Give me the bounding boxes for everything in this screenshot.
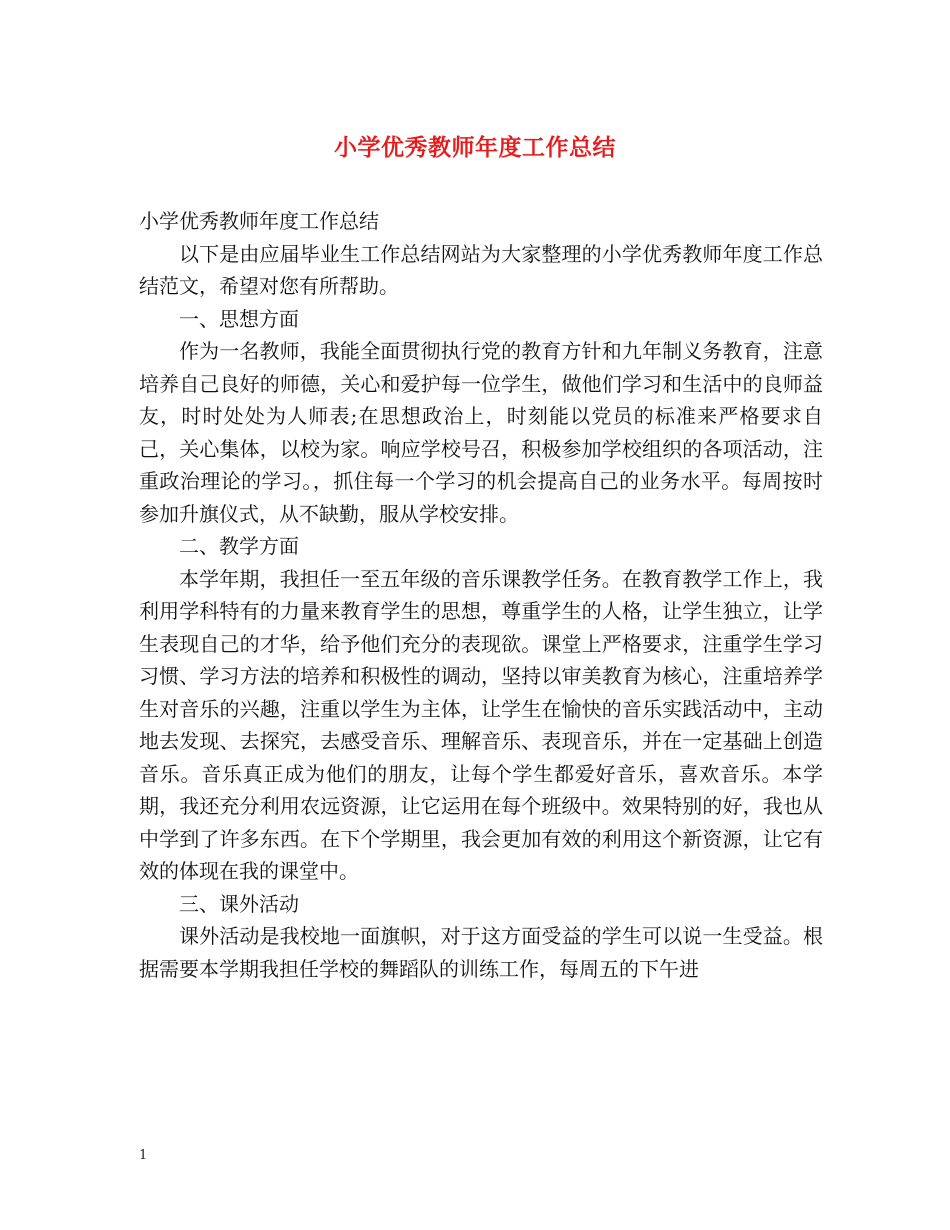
section-heading-ideology: 一、思想方面 [179,306,299,331]
section-heading-activities: 三、课外活动 [179,891,299,916]
body-paragraph-intro: 以下是由应届毕业生工作总结网站为大家整理的小学优秀教师年度工作总结范文，希望对您有所帮助。 [139,241,823,298]
body-paragraph-ideology: 作为一名教师，我能全面贯彻执行党的教育方针和九年制义务教育，注意培养自己良好的师德，关心和爱护每一位学生，做他们学习和生活中的良师益友，时时处处为人师表;在思想政治上，时刻能以党员的标准来严格要求自己，关心集体，以校为家。响应学校号召，积极参加学校组织的各项活动，注重政治理论的学习。，抓住每一个学习的机会提高自己的业务水平。每周按时参加升旗仪式，从不缺勤，服从学校安排。 [139,339,823,526]
page-number: 1 [139,1148,148,1163]
body-paragraph-teaching: 本学年期，我担任一至五年级的音乐课教学任务。在教育教学工作上，我利用学科特有的力量来教育学生的思想，尊重学生的人格，让学生独立，让学生表现自己的才华，给予他们充分的表现欲。课堂上严格要求，注重学生学习习惯、学习方法的培养和积极性的调动，坚持以审美教育为核心，注重培养学生对音乐的兴趣，注重以学生为主体，让学生在愉快的音乐实践活动中，主动地去发现、去探究，去感受音乐、理解音乐、表现音乐，并在一定基础上创造音乐。音乐真正成为他们的朋友，让每个学生都爱好音乐，喜欢音乐。本学期，我还充分利用农远资源，让它运用在每个班级中。效果特别的好，我也从中学到了许多东西。在下个学期里，我会更加有效的利用这个新资源，让它有效的体现在我的课堂中。 [139,566,823,883]
section-heading-teaching: 二、教学方面 [179,534,299,558]
body-paragraph-subtitle: 小学优秀教师年度工作总结 [139,209,379,233]
document-title: 小学优秀教师年度工作总结 [334,134,616,161]
document-body [139,205,823,985]
body-paragraph-activities: 课外活动是我校地一面旗帜，对于这方面受益的学生可以说一生受益。根据需要本学期我担任学校的舞蹈队的训练工作，每周五的下午进 [139,924,823,981]
